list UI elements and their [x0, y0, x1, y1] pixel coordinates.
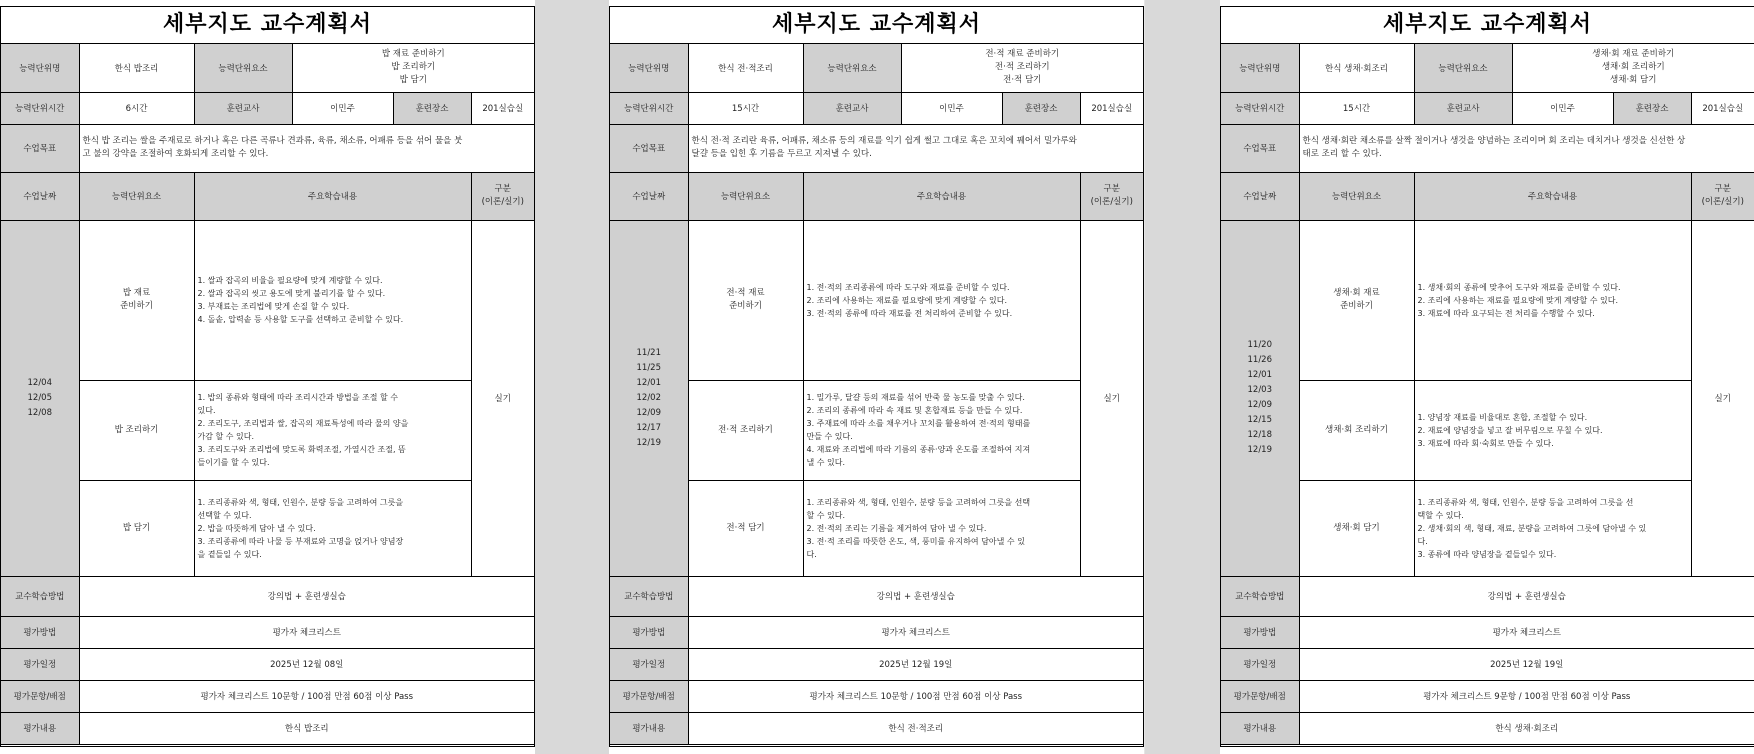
- label-col-content: 주요학습내용: [194, 172, 471, 220]
- table-row: [610, 712, 1143, 744]
- class-dates: 11/21 11/25 12/01 12/02 12/09 12/17 12/19: [610, 220, 688, 576]
- class-goal: 한식 밥 조리는 쌀을 주재료로 하거나 혹은 다른 곡류나 견과류, 육류, 채소류, 어패류 등을 섞어 물을 붓 고 불의 강약을 조절하여 호화되게 조리할 수 있다.: [79, 124, 534, 172]
- label-col-element: 능력단위요소: [1299, 172, 1414, 220]
- unit-hours: 6시간: [79, 92, 194, 124]
- unit-elements: 전·적 재료 준비하기 전·적 조리하기 전·적 담기: [901, 44, 1143, 92]
- table-row: [1221, 380, 1754, 480]
- table-row: [610, 92, 1143, 124]
- table-row: [1221, 220, 1754, 380]
- label-unit-name: 능력단위명: [1, 44, 79, 92]
- table-row: [610, 44, 1143, 92]
- element-name: 생채·회 조리하기: [1299, 380, 1414, 480]
- document-page: [1220, 0, 1754, 754]
- teaching-method: 강의법 + 훈련생실습: [79, 576, 534, 616]
- table-row: [1221, 44, 1754, 92]
- table-row: [610, 220, 1143, 380]
- document-page: [609, 0, 1144, 754]
- label-class-date: 수업날짜: [1221, 172, 1299, 220]
- table-row: [1, 124, 534, 172]
- eval-content: 한식 생채·회조리: [1299, 712, 1754, 744]
- document-page: [0, 0, 535, 754]
- class-type: 실기: [1080, 220, 1143, 576]
- table-row: [610, 576, 1143, 616]
- page-gap: [1145, 0, 1220, 754]
- table-row: [1221, 616, 1754, 648]
- label-eval-content: 평가내용: [1, 712, 79, 744]
- unit-name: 한식 밥조리: [79, 44, 194, 92]
- plan-table: [1, 44, 534, 745]
- eval-date: 2025년 12월 08일: [79, 648, 534, 680]
- eval-items: 평가자 체크리스트 9문항 / 100점 만점 60점 이상 Pass: [1299, 680, 1754, 712]
- element-name: 전·적 재료 준비하기: [688, 220, 803, 380]
- table-row: [1, 220, 534, 380]
- class-dates: 11/20 11/26 12/01 12/03 12/09 12/15 12/18 12/19: [1221, 220, 1299, 576]
- label-unit-name: 능력단위명: [1221, 44, 1299, 92]
- unit-elements: 밥 재료 준비하기 밥 조리하기 밥 담기: [292, 44, 534, 92]
- eval-method: 평가자 체크리스트: [688, 616, 1143, 648]
- label-place: 훈련장소: [1002, 92, 1080, 124]
- place: 201실습실: [471, 92, 534, 124]
- learning-content: 1. 조리종류와 색, 형태, 인원수, 분량 등을 고려하여 그릇을 선택 할 수 있다. 2. 전·적의 조리는 기름을 제거하여 담아 낼 수 있다. 3. 전·적 조리를 따뜻한 온도, 색, 풍미를 유지하여 담아낼 수 있 다.: [803, 480, 1080, 576]
- place: 201실습실: [1080, 92, 1143, 124]
- label-goal: 수업목표: [1221, 124, 1299, 172]
- table-row: [1, 44, 534, 92]
- plan-form: [0, 6, 535, 747]
- label-eval-content: 평가내용: [610, 712, 688, 744]
- label-place: 훈련장소: [1613, 92, 1691, 124]
- table-row: [1221, 680, 1754, 712]
- element-name: 생채·회 담기: [1299, 480, 1414, 576]
- label-col-type: 구분 (이론/실기): [1691, 172, 1754, 220]
- eval-date: 2025년 12월 19일: [1299, 648, 1754, 680]
- plan-form: [1220, 6, 1754, 747]
- table-row: [610, 648, 1143, 680]
- class-goal: 한식 전·적 조리란 육류, 어패류, 채소류 등의 재료를 익기 쉽게 썰고 그대로 혹은 꼬치에 꿰어서 밀가루와 달걀 등을 입힌 후 기름을 두르고 지져낼 수 있다.: [688, 124, 1143, 172]
- teaching-method: 강의법 + 훈련생실습: [688, 576, 1143, 616]
- label-col-type: 구분 (이론/실기): [471, 172, 534, 220]
- label-method: 교수학습방법: [1221, 576, 1299, 616]
- label-col-element: 능력단위요소: [79, 172, 194, 220]
- label-goal: 수업목표: [1, 124, 79, 172]
- eval-method: 평가자 체크리스트: [1299, 616, 1754, 648]
- label-eval-items: 평가문항/배점: [610, 680, 688, 712]
- eval-items: 평가자 체크리스트 10문항 / 100점 만점 60점 이상 Pass: [79, 680, 534, 712]
- label-eval-date: 평가일정: [1221, 648, 1299, 680]
- element-name: 밥 담기: [79, 480, 194, 576]
- label-eval-date: 평가일정: [1, 648, 79, 680]
- plan-table: [1221, 44, 1754, 745]
- table-row: [1221, 648, 1754, 680]
- eval-items: 평가자 체크리스트 10문항 / 100점 만점 60점 이상 Pass: [688, 680, 1143, 712]
- element-name: 전·적 조리하기: [688, 380, 803, 480]
- unit-name: 한식 생채·회조리: [1299, 44, 1414, 92]
- class-goal: 한식 생채·회란 채소류를 살짝 절이거나 생것을 양념하는 조리이며 회 조리는 데치거나 생것을 신선한 상 태로 조리 할 수 있다.: [1299, 124, 1754, 172]
- label-instructor: 훈련교사: [803, 92, 901, 124]
- label-col-content: 주요학습내용: [803, 172, 1080, 220]
- label-instructor: 훈련교사: [1414, 92, 1512, 124]
- learning-content: 1. 조리종류와 색, 형태, 인원수, 분량 등을 고려하여 그릇을 선 택할 수 있다. 2. 생채·회의 색, 형태, 재료, 분량을 고려하여 그릇에 담아낼 수 있 다. 3. 종류에 따라 양념장을 곁들일수 있다.: [1414, 480, 1691, 576]
- learning-content: 1. 밀가루, 달걀 등의 재료를 섞어 반죽 물 농도를 맞출 수 있다. 2. 조리의 종류에 따라 속 재료 및 혼합재료 등을 만들 수 있다. 3. 주재료에 따라 소를 채우거나 꼬치를 활용하여 전·적의 형태를 만들 수 있다. 4. 재료와 조리법에 따라 기름의 종류·양과 온도를 조절하여 지져 낼 수 있다.: [803, 380, 1080, 480]
- table-row: [610, 680, 1143, 712]
- element-name: 전·적 담기: [688, 480, 803, 576]
- label-eval-method: 평가방법: [1221, 616, 1299, 648]
- label-col-content: 주요학습내용: [1414, 172, 1691, 220]
- label-unit-hours: 능력단위시간: [1, 92, 79, 124]
- table-row: [1221, 124, 1754, 172]
- unit-hours: 15시간: [688, 92, 803, 124]
- table-row: [610, 380, 1143, 480]
- label-eval-items: 평가문항/배점: [1221, 680, 1299, 712]
- label-unit-element: 능력단위요소: [1414, 44, 1512, 92]
- label-eval-method: 평가방법: [1, 616, 79, 648]
- table-row: [1221, 480, 1754, 576]
- page-title: 세부지도 교수계획서: [1, 7, 534, 44]
- table-row: [1, 576, 534, 616]
- learning-content: 1. 양념장 재료를 비율대로 혼합, 조절할 수 있다. 2. 재료에 양념장을 넣고 잘 버무림으로 무칠 수 있다. 3. 재료에 따라 회·숙회로 만들 수 있다.: [1414, 380, 1691, 480]
- learning-content: 1. 밥의 종류와 형태에 따라 조리시간과 방법을 조절 할 수 있다. 2. 조리도구, 조리법과 쌀, 잡곡의 재료특성에 따라 물의 양을 가감 할 수 있다. 3. 조리도구와 조리법에 맞도록 화력조절, 가열시간 조절, 뜸 들이기를 할 수 있다.: [194, 380, 471, 480]
- label-unit-hours: 능력단위시간: [610, 92, 688, 124]
- label-col-type: 구분 (이론/실기): [1080, 172, 1143, 220]
- learning-content: 1. 조리종류와 색, 형태, 인원수, 분량 등을 고려하여 그릇을 선택할 수 있다. 2. 밥을 따뜻하게 담아 낼 수 있다. 3. 조리종류에 따라 나물 등 부재료와 고명을 얹거나 양념장 을 곁들일 수 있다.: [194, 480, 471, 576]
- table-row: [1221, 92, 1754, 124]
- table-row: [1, 712, 534, 744]
- learning-content: 1. 전·적의 조리종류에 따라 도구와 재료를 준비할 수 있다. 2. 조리에 사용하는 재료를 필요량에 맞게 계량할 수 있다. 3. 전·적의 종류에 따라 재료를 전 처리하여 준비할 수 있다.: [803, 220, 1080, 380]
- plan-table: [610, 44, 1143, 745]
- unit-hours: 15시간: [1299, 92, 1414, 124]
- table-row: [610, 124, 1143, 172]
- learning-content: 1. 쌀과 잡곡의 비율을 필요량에 맞게 계량할 수 있다. 2. 쌀과 잡곡의 씻고 용도에 맞게 불리기를 할 수 있다. 3. 부재료는 조리법에 맞게 손질 할 수 있다. 4. 돌솥, 압력솥 등 사용할 도구를 선택하고 준비할 수 있다.: [194, 220, 471, 380]
- instructor: 이민주: [1512, 92, 1613, 124]
- element-name: 밥 재료 준비하기: [79, 220, 194, 380]
- label-goal: 수업목표: [610, 124, 688, 172]
- label-eval-date: 평가일정: [610, 648, 688, 680]
- table-row: [1, 616, 534, 648]
- teaching-method: 강의법 + 훈련생실습: [1299, 576, 1754, 616]
- page-title: 세부지도 교수계획서: [1221, 7, 1754, 44]
- label-class-date: 수업날짜: [610, 172, 688, 220]
- table-row: [610, 480, 1143, 576]
- table-row: [1, 648, 534, 680]
- class-dates: 12/04 12/05 12/08: [1, 220, 79, 576]
- label-method: 교수학습방법: [610, 576, 688, 616]
- label-method: 교수학습방법: [1, 576, 79, 616]
- label-instructor: 훈련교사: [194, 92, 292, 124]
- label-eval-content: 평가내용: [1221, 712, 1299, 744]
- place: 201실습실: [1691, 92, 1754, 124]
- table-row: [1221, 576, 1754, 616]
- label-eval-method: 평가방법: [610, 616, 688, 648]
- label-col-element: 능력단위요소: [688, 172, 803, 220]
- label-unit-element: 능력단위요소: [803, 44, 901, 92]
- label-unit-name: 능력단위명: [610, 44, 688, 92]
- plan-form: [609, 6, 1144, 747]
- unit-elements: 생채·회 재료 준비하기 생채·회 조리하기 생채·회 담기: [1512, 44, 1754, 92]
- eval-content: 한식 전·적조리: [688, 712, 1143, 744]
- table-row: [1, 172, 534, 220]
- table-row: [1, 92, 534, 124]
- element-name: 생채·회 재료 준비하기: [1299, 220, 1414, 380]
- eval-content: 한식 밥조리: [79, 712, 534, 744]
- table-row: [1, 680, 534, 712]
- class-type: 실기: [471, 220, 534, 576]
- table-row: [1221, 172, 1754, 220]
- page-gap: [534, 0, 609, 754]
- label-eval-items: 평가문항/배점: [1, 680, 79, 712]
- instructor: 이민주: [292, 92, 393, 124]
- eval-date: 2025년 12월 19일: [688, 648, 1143, 680]
- element-name: 밥 조리하기: [79, 380, 194, 480]
- label-unit-hours: 능력단위시간: [1221, 92, 1299, 124]
- table-row: [610, 616, 1143, 648]
- table-row: [610, 172, 1143, 220]
- label-unit-element: 능력단위요소: [194, 44, 292, 92]
- table-row: [1, 480, 534, 576]
- table-row: [1, 380, 534, 480]
- eval-method: 평가자 체크리스트: [79, 616, 534, 648]
- instructor: 이민주: [901, 92, 1002, 124]
- page-title: 세부지도 교수계획서: [610, 7, 1143, 44]
- label-place: 훈련장소: [393, 92, 471, 124]
- unit-name: 한식 전·적조리: [688, 44, 803, 92]
- class-type: 실기: [1691, 220, 1754, 576]
- table-row: [1221, 712, 1754, 744]
- learning-content: 1. 생채·회의 종류에 맞추어 도구와 재료를 준비할 수 있다. 2. 조리에 사용하는 재료를 필요량에 맞게 계량할 수 있다. 3. 재료에 따라 요구되는 전 처리를 수행할 수 있다.: [1414, 220, 1691, 380]
- label-class-date: 수업날짜: [1, 172, 79, 220]
